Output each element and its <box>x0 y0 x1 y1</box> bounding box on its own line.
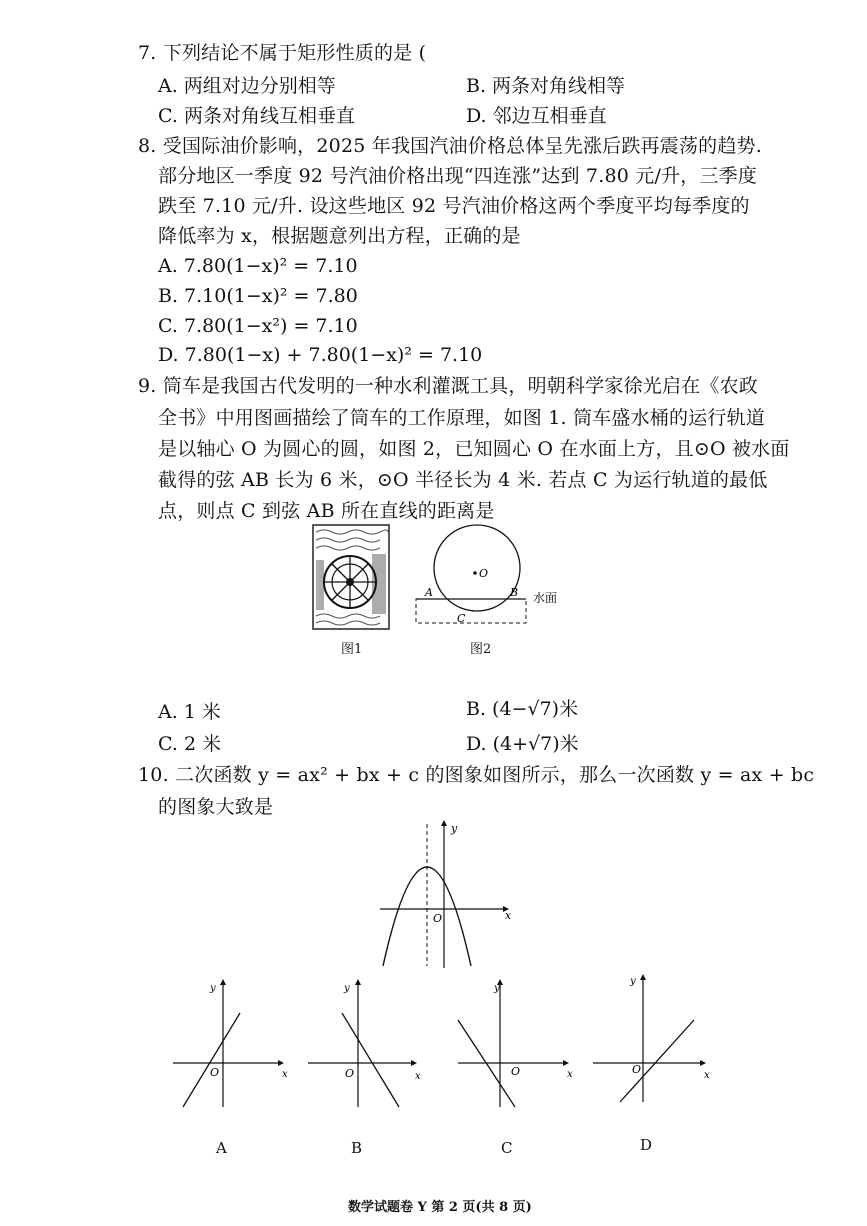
q7-option-b: B. 两条对角线相等 <box>466 75 626 97</box>
fig2-label-b: B <box>510 586 519 599</box>
fig1-caption: 图1 <box>341 642 363 657</box>
q8-line-1: 8. 受国际油价影响，2025 年我国汽油价格总体呈先涨后跌再震荡的趋势. <box>138 135 763 157</box>
q8-option-c: C. 7.80(1−x²) = 7.10 <box>158 315 358 337</box>
fig2-label-o: O <box>479 567 489 580</box>
waterwheel-illustration <box>312 524 390 630</box>
choice-a-y-label: y <box>210 983 216 994</box>
choice-a-origin: O <box>210 1066 220 1079</box>
q9-line-3: 是以轴心 O 为圆心的圆，如图 2，已知圆心 O 在水面上方，且⊙O 被水面 <box>158 438 790 460</box>
choice-b-label: B <box>351 1139 363 1157</box>
choice-c-y-label: y <box>494 983 500 994</box>
parabola-x-label: x <box>505 909 512 922</box>
choice-a-graph <box>170 975 290 1110</box>
fig2-label-water: 水面 <box>533 591 558 605</box>
q9-option-d: D. (4+√7)米 <box>466 733 579 755</box>
choice-c-label: C <box>501 1139 513 1157</box>
q9-option-b: B. (4−√7)米 <box>466 698 579 720</box>
fig2-label-c: C <box>457 612 466 625</box>
q9-line-2: 全书》中用图画描绘了筒车的工作原理，如图 1. 筒车盛水桶的运行轨道 <box>158 407 766 429</box>
q8-option-d: D. 7.80(1−x) + 7.80(1−x)² = 7.10 <box>158 344 483 366</box>
q7-option-a: A. 两组对边分别相等 <box>158 75 336 97</box>
q8-option-b: B. 7.10(1−x)² = 7.80 <box>158 285 358 307</box>
fig2-caption: 图2 <box>470 642 492 657</box>
choice-a-label: A <box>216 1139 227 1157</box>
q7-option-c: C. 两条对角线互相垂直 <box>158 105 355 127</box>
choice-a-x-label: x <box>282 1069 288 1080</box>
parabola-y-label: y <box>451 822 458 835</box>
choice-b-origin: O <box>345 1067 355 1080</box>
choice-c-x-label: x <box>567 1069 573 1080</box>
q9-option-a: A. 1 米 <box>158 701 221 723</box>
q9-line-1: 9. 筒车是我国古代发明的一种水利灌溉工具，明朝科学家徐光启在《农政 <box>138 375 758 397</box>
q9-line-5: 点，则点 C 到弦 AB 所在直线的距离是 <box>158 500 495 522</box>
choice-c-origin: O <box>511 1065 521 1078</box>
parabola-graph <box>375 818 525 970</box>
q8-line-4: 降低率为 x，根据题意列出方程，正确的是 <box>158 225 521 247</box>
q10-line-2: 的图象大致是 <box>158 796 274 818</box>
q8-option-a: A. 7.80(1−x)² = 7.10 <box>158 255 358 277</box>
choice-d-x-label: x <box>704 1070 710 1081</box>
q8-line-2: 部分地区一季度 92 号汽油价格出现“四连涨”达到 7.80 元/升，三季度 <box>158 165 758 187</box>
q10-line-1: 10. 二次函数 y = ax² + bx + c 的图象如图所示，那么一次函数 y = ax + bc <box>138 764 815 786</box>
q9-line-4: 截得的弦 AB 长为 6 米，⊙O 半径长为 4 米. 若点 C 为运行轨道的最低 <box>158 469 768 491</box>
parabola-origin-label: O <box>433 912 443 925</box>
fig2-label-a: A <box>425 586 433 599</box>
q8-line-3: 跌至 7.10 元/升. 设这些地区 92 号汽油价格这两个季度平均每季度的 <box>158 195 750 217</box>
choice-d-y-label: y <box>630 976 636 987</box>
choice-d-origin: O <box>632 1063 642 1076</box>
choice-d-label: D <box>640 1136 653 1154</box>
q9-option-c: C. 2 米 <box>158 733 222 755</box>
q7-option-d: D. 邻边互相垂直 <box>466 105 607 127</box>
choice-b-x-label: x <box>415 1071 421 1082</box>
q7-stem: 7. 下列结论不属于矩形性质的是 ( <box>138 42 427 64</box>
circle-chord-diagram <box>400 524 570 630</box>
choice-c-graph <box>455 975 575 1110</box>
choice-b-y-label: y <box>344 983 350 994</box>
choice-d-graph <box>590 970 715 1105</box>
page-footer: 数学试题卷 Y 第 2 页(共 8 页) <box>348 1200 532 1215</box>
choice-b-graph <box>305 975 425 1110</box>
